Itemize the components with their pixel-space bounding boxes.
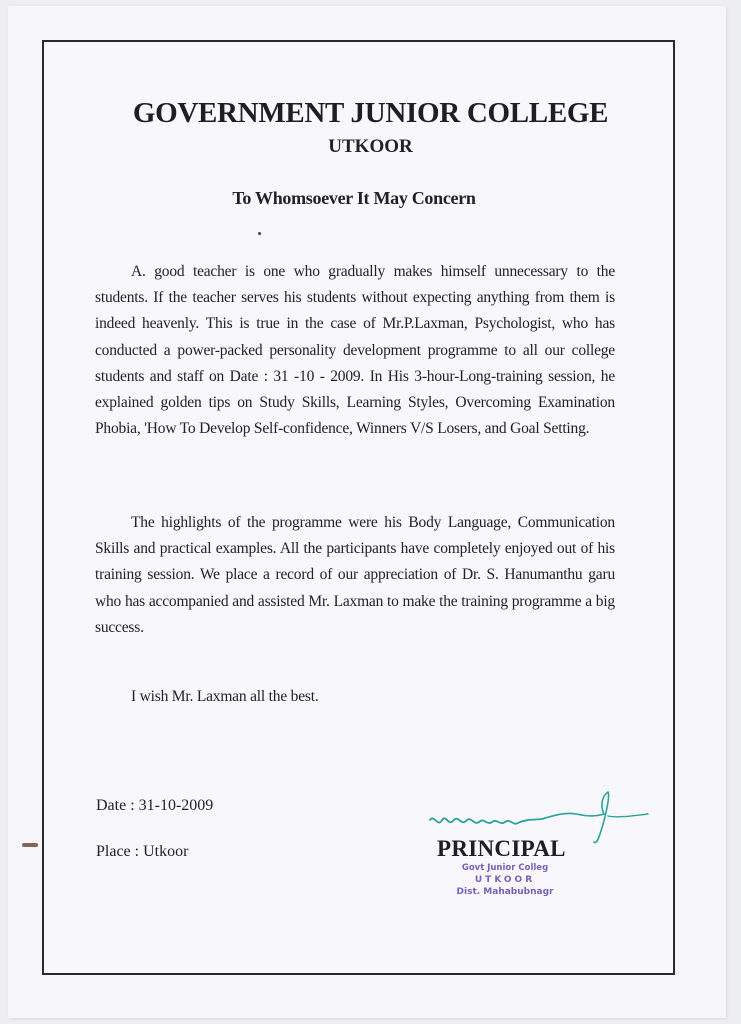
- college-location: UTKOOR: [328, 136, 413, 157]
- date-line: Date : 31-10-2009: [96, 797, 214, 814]
- paragraph-2: The highlights of the programme were his Body Language, Communication Skills and practical examples. All the participants have completely enjoyed out of his training session. We place a record of our appreciation of Dr. S. Hanumanthu garu who has accompanied and assisted Mr. Laxman to make the training programme a big success.: [95, 514, 615, 636]
- stamp-line-1: Govt Junior Colleg: [461, 863, 549, 873]
- stamp-line-2: UTKOOR: [474, 875, 536, 885]
- principal-title: PRINCIPAL: [437, 836, 566, 861]
- college-stamp: [440, 862, 570, 898]
- staple-mark: [22, 843, 38, 847]
- stamp-line-3: Dist. Mahabubnagr: [456, 887, 554, 897]
- letter-heading: To Whomsoever It May Concern: [232, 188, 476, 208]
- paragraph-3: I wish Mr. Laxman all the best.: [131, 688, 319, 705]
- college-name: GOVERNMENT JUNIOR COLLEGE: [132, 97, 609, 129]
- place-line: Place : Utkoor: [96, 843, 189, 860]
- ink-speck: [258, 232, 261, 235]
- paragraph-1: A. good teacher is one who gradually makes himself unnecessary to the students. If the teacher serves his students without expecting anything from them is indeed heavenly. This is true in the case of Mr.P.Laxman, Psychologist, who has conducted a power-packed personality development programme to all our college students and staff on Date : 31 -10 - 2009. In His 3-hour-Long-training session, he explained golden tips on Study Skills, Learning Styles, Overcoming Examination Phobia, 'How To Develop Self-confidence, Winners V/S Losers, and Goal Setting.: [95, 263, 615, 438]
